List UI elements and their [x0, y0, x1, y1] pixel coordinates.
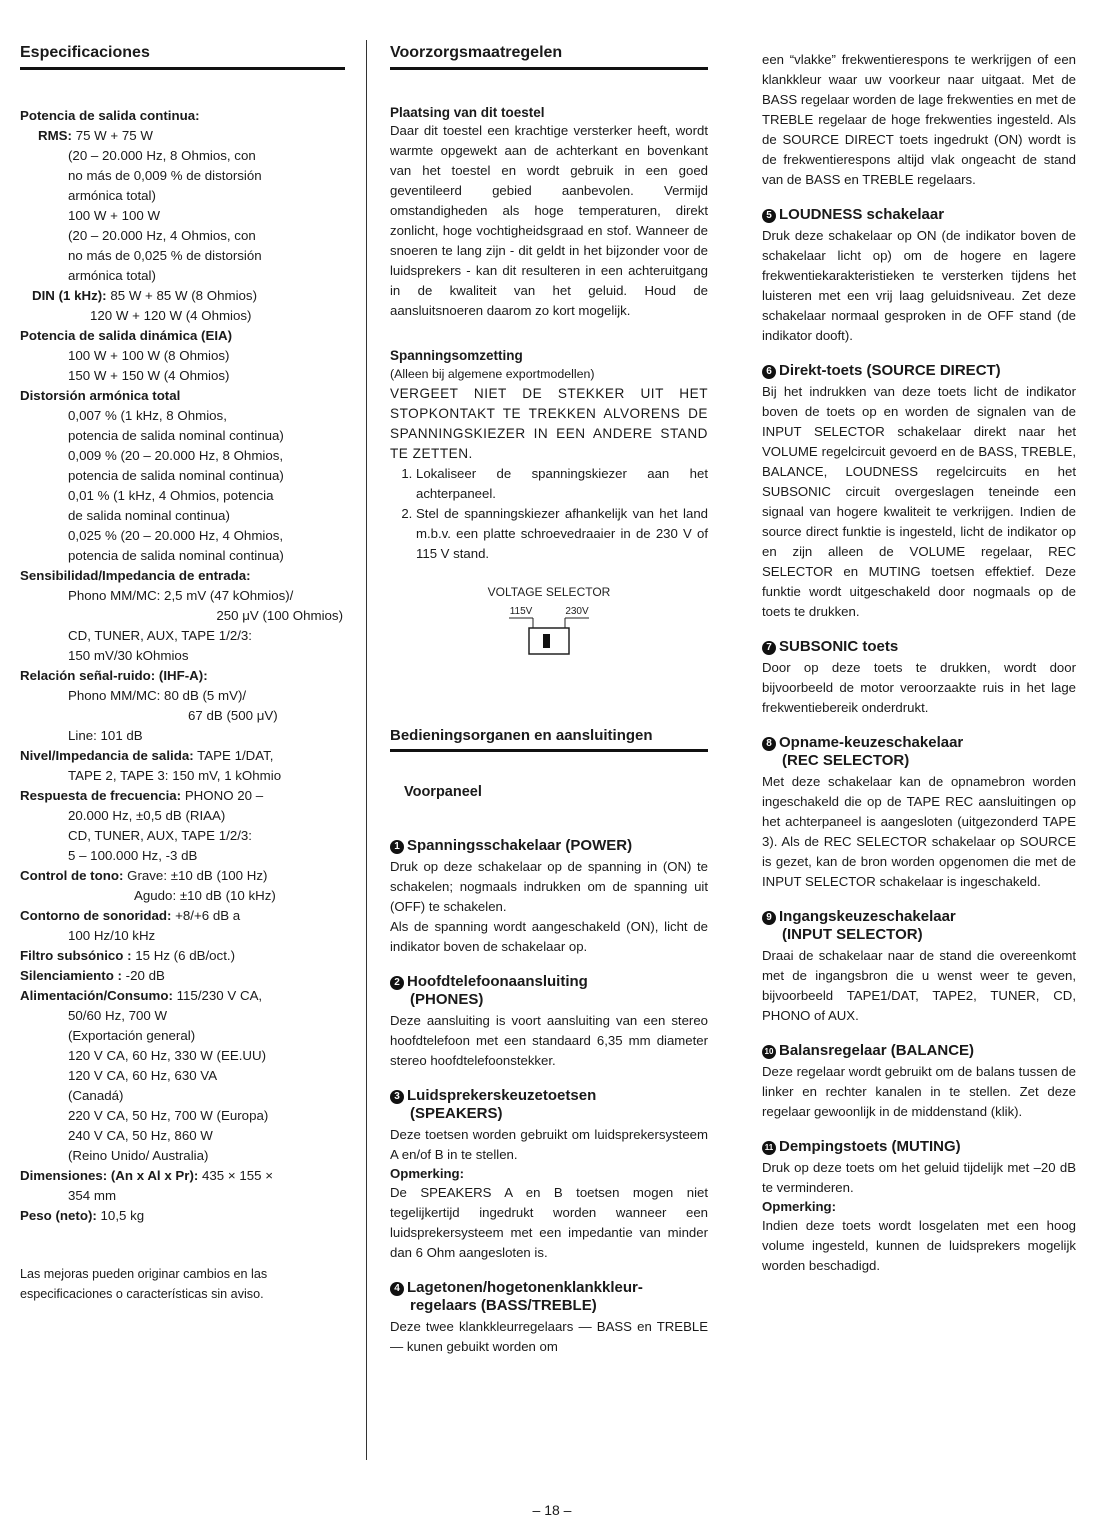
spec-label: Alimentación/Consumo:	[20, 988, 173, 1003]
spec-value: Agudo: ±10 dB (10 kHz)	[134, 888, 276, 903]
item-input-selector-text: Draai de schakelaar naar de stand die overeenkomt met de ingangsbron die u wenst weer te geven, bijvoorbeeld TAPE1/DAT, TAPE2, TUNER, CD, PHONO of AUX.	[762, 948, 1076, 1023]
spec-label: Filtro subsónico :	[20, 948, 132, 963]
number-badge: 10	[762, 1045, 776, 1059]
item-muting-text: Druk op deze toets om het geluid tijdelijk met –20 dB te verminderen.	[762, 1160, 1076, 1195]
spec-value: CD, TUNER, AUX, TAPE 1/2/3:	[68, 628, 253, 643]
spec-label: DIN (1 kHz):	[32, 288, 107, 303]
voltage-step: 1. Lokaliseer de spanningskiezer aan het achterpaneel.	[416, 464, 708, 504]
page-number: – 18 –	[532, 1502, 572, 1518]
spec-label: Nivel/Impedancia de salida:	[20, 748, 194, 763]
spec-label: Dimensiones: (An x Al x Pr):	[20, 1168, 199, 1183]
spec-value: Grave: ±10 dB (100 Hz)	[127, 868, 268, 883]
spec-label: Control de tono:	[20, 868, 124, 883]
number-badge: 5	[762, 209, 776, 223]
disclaimer-note: Las mejoras pueden originar cambios en las especificaciones o características sin aviso.	[20, 1267, 268, 1301]
spec-label: Contorno de sonoridad:	[20, 908, 172, 923]
spec-value: 10,5 kg	[100, 1208, 145, 1223]
item-balance-text: Deze regelaar wordt gebruikt om de balans tussen de linker en rechter kanalen in te stellen. Zet deze regelaar gewoonlijk in de middenstand (klik).	[762, 1064, 1076, 1119]
number-badge: 9	[762, 911, 776, 925]
voltage-steps	[390, 464, 708, 564]
spec-value: PHONO 20 –	[184, 788, 264, 803]
number-badge: 1	[390, 840, 404, 854]
spec-value: TAPE 2, TAPE 3: 150 mV, 1 kOhmio	[68, 768, 282, 783]
voltage-subheading: (Alleen bij algemene exportmodellen)	[390, 367, 595, 381]
spec-value: 0,01 % (1 kHz, 4 Ohmios, potencia	[68, 488, 274, 503]
spec-label: Silenciamiento :	[20, 968, 122, 983]
spec-value: 0,009 % (20 – 20.000 Hz, 8 Ohmios,	[68, 448, 284, 463]
spec-value: armónica total)	[68, 268, 156, 283]
spec-value: (20 – 20.000 Hz, 8 Ohmios, con	[68, 148, 256, 163]
column-divider	[366, 40, 367, 1460]
spec-value: 100 W + 100 W (8 Ohmios)	[68, 348, 230, 363]
spec-value: -20 dB	[125, 968, 165, 983]
spec-label: Sensibilidad/Impedancia de entrada:	[20, 568, 251, 583]
voltage-230-label: 230V	[565, 606, 589, 617]
spec-value: 120 V CA, 60 Hz, 630 VA	[68, 1068, 218, 1083]
specifications-title: Especificaciones	[20, 44, 345, 70]
spec-value: 15 Hz (6 dB/oct.)	[135, 948, 236, 963]
spec-value: 100 W + 100 W	[68, 208, 161, 223]
spec-label: Respuesta de frecuencia:	[20, 788, 182, 803]
spec-value: 150 mV/30 kOhmios	[68, 648, 189, 663]
spec-value: no más de 0,025 % de distorsión	[68, 248, 262, 263]
spec-value: no más de 0,009 % de distorsión	[68, 168, 262, 183]
item-rec-selector-text: Met deze schakelaar kan de opnamebron worden ingeschakeld die op de TAPE REC aansluitingen op het achterpaneel is aangesloten (uitgezonderd TAPE 3). Als de REC SELECTOR schakelaar op SOURCE is gezet, kan de bron worden opgenomen die met de INPUT SELECTOR schakelaar is ingeschakeld.	[762, 774, 1076, 889]
number-badge: 11	[762, 1141, 776, 1155]
spec-value: 67 dB (500 μV)	[188, 708, 278, 723]
number-badge: 2	[390, 976, 404, 990]
specifications-column	[20, 44, 345, 1304]
controls-column	[762, 50, 1076, 1276]
spec-label: Peso (neto):	[20, 1208, 97, 1223]
item-subsonic-heading: 7 SUBSONIC toets	[762, 638, 1076, 656]
spec-label: Distorsión armónica total	[20, 388, 181, 403]
voltage-step: 2. Stel de spanningskiezer afhankelijk van het land m.b.v. een platte schroevedraaier in de 230 V of 115 V stand.	[416, 504, 708, 564]
spec-value: 85 W + 85 W (8 Ohmios)	[110, 288, 258, 303]
voltage-selector-icon	[459, 584, 639, 664]
item-power-heading: 1 Spanningsschakelaar (POWER)	[390, 837, 708, 855]
voltage-heading: Spanningsomzetting	[390, 348, 523, 363]
spec-value: 0,025 % (20 – 20.000 Hz, 4 Ohmios,	[68, 528, 284, 543]
spec-label: RMS:	[38, 128, 72, 143]
voltage-115-label: 115V	[509, 606, 533, 617]
spec-value: 100 Hz/10 kHz	[68, 928, 156, 943]
item-source-direct-text: Bij het indrukken van deze toets licht de indikator boven de toets op en worden de signalen van de INPUT SELECTOR schakelaar direkt naar het VOLUME regelcircuit gevoerd en de BASS, TREBLE, BALANCE, LOUDNESS regelcircuits en het SUBSONIC circuit overgeslagen teneinde een signaal van hogere kwaliteit te verkrijgen. Indien de source direct funktie is ingesteld, licht de indikator op en zijn alleen de VOLUME regelaar, REC SELECTOR en MUTING toetsen effektief. Deze funktie wordt uitgeschakeld door nogmaals op de toets te drukken.	[762, 384, 1076, 619]
item-rec-selector-heading: 8 Opname-keuzeschakelaar (REC SELECTOR)	[762, 734, 1076, 770]
spec-value: CD, TUNER, AUX, TAPE 1/2/3:	[68, 828, 253, 843]
precautions-title: Voorzorgsmaatregelen	[390, 44, 708, 70]
item-tone-text: Deze twee klankkleurregelaars — BASS en TREBLE — kunen gebuikt worden om	[390, 1319, 708, 1354]
spec-value: 435 × 155 ×	[202, 1168, 273, 1183]
voltage-warning: VERGEET NIET DE STEKKER UIT HET STOPKONTAKT TE TREKKEN ALVORENS DE SPANNINGSKIEZER IN EEN ANDERE STAND TE ZETTEN.	[390, 386, 708, 461]
spec-value: 50/60 Hz, 700 W	[68, 1008, 168, 1023]
spec-value: 220 V CA, 50 Hz, 700 W (Europa)	[68, 1108, 269, 1123]
item-power-text-2: Als de spanning wordt aangeschakeld (ON), licht de indikator boven de schakelaar op.	[390, 919, 708, 954]
item-tone-text-continued: een “vlakke” frekwentierespons te werkrijgen of een klankkleur waar uw voorkeur naar uitgaat. Met de BASS regelaar worden de lage frekwenties en met de TREBLE regelaar de hoge frekwenties ingesteld. Als de SOURCE DIRECT toets ingedrukt (ON) wordt is de frekwentierespons altijd vlak ongeacht de stand van de BASS en TREBLE regelaars.	[762, 52, 1076, 187]
item-speakers-note: De SPEAKERS A en B toetsen mogen niet tegelijkertijd ingedrukt worden wanneer een luidsprekersysteem met een impedantie van minder dan 6 Ohm aangesloten is.	[390, 1185, 708, 1260]
spec-label: Potencia de salida continua:	[20, 108, 200, 123]
item-loudness-heading: 5 LOUDNESS schakelaar	[762, 206, 1076, 224]
spec-value: 5 – 100.000 Hz, -3 dB	[68, 848, 198, 863]
placement-text: Daar dit toestel een krachtige versterker heeft, wordt warmte opgewekt aan de achterkant en bovenkant van het toestel en wordt gebruik in een goed geventileerd gebied aanbevolen. Vermijd omstandigheden als hoge temperaturen, direkt zonlicht, hoge vochtigheidsgraad en stof. Wanneer de snoeren te lang zijn - dit geldt in het bijzonder voor de luidsprekers - kan dit resulteren in een achteruitgang in de kwaliteit van het geluid. Houd de aansluitsnoeren daarom zo kort mogelijk.	[390, 123, 708, 318]
spec-value: potencia de salida nominal continua)	[68, 468, 284, 483]
item-power-text: Druk op deze schakelaar op de spanning in (ON) te schakelen; nogmaals indrukken om de spanning uit (OFF) te schakelen.	[390, 859, 708, 914]
spec-value: 354 mm	[68, 1188, 117, 1203]
precautions-column	[390, 44, 708, 1357]
number-badge: 7	[762, 641, 776, 655]
item-phones-text: Deze aansluiting is voort aansluiting van een stereo hoofdtelefoon met een standaard 6,35 mm diameter stereo hoofdtelefoonstekker.	[390, 1013, 708, 1068]
note-label: Opmerking:	[390, 1166, 465, 1181]
voltage-selector-label: VOLTAGE SELECTOR	[487, 585, 611, 599]
spec-value: 250 μV (100 Ohmios)	[216, 608, 343, 623]
number-badge: 4	[390, 1282, 404, 1296]
spec-value: Phono MM/MC: 2,5 mV (47 kOhmios)/	[68, 588, 294, 603]
item-tone-heading: 4 Lagetonen/hogetonenklankkleur- regelaars (BASS/TREBLE)	[390, 1279, 708, 1315]
controls-title: Bedieningsorganen en aansluitingen	[390, 727, 708, 752]
item-input-selector-heading: 9 Ingangskeuzeschakelaar (INPUT SELECTOR)	[762, 908, 1076, 944]
spec-value: Line: 101 dB	[68, 728, 143, 743]
item-phones-heading: 2 Hoofdtelefoonaansluiting (PHONES)	[390, 973, 708, 1009]
spec-value: 115/230 V CA,	[176, 988, 263, 1003]
spec-value: 120 W + 120 W (4 Ohmios)	[90, 308, 252, 323]
note-label: Opmerking:	[762, 1199, 837, 1214]
item-loudness-text: Druk deze schakelaar op ON (de indikator boven de schakelaar licht op) om de hogere en lagere frekwentiekarakteristieken te versterken tijdens het luisteren met een vrij laag geluidsniveau. Zet deze schakelaar normaal gesproken in de OFF stand (de indikator dooft).	[762, 228, 1076, 343]
item-balance-heading: 10 Balansregelaar (BALANCE)	[762, 1042, 1076, 1060]
front-panel-heading: Voorpaneel	[404, 784, 482, 800]
spec-value: 75 W + 75 W	[75, 128, 153, 143]
number-badge: 3	[390, 1090, 404, 1104]
spec-label: Relación señal-ruido: (IHF-A):	[20, 668, 208, 683]
spec-value: 20.000 Hz, ±0,5 dB (RIAA)	[68, 808, 226, 823]
spec-value: (Canadá)	[68, 1088, 124, 1103]
spec-value: Phono MM/MC: 80 dB (5 mV)/	[68, 688, 247, 703]
item-source-direct-heading: 6 Direkt-toets (SOURCE DIRECT)	[762, 362, 1076, 380]
item-speakers-heading: 3 Luidsprekerskeuzetoetsen (SPEAKERS)	[390, 1087, 708, 1123]
spec-value: potencia de salida nominal continua)	[68, 428, 284, 443]
number-badge: 8	[762, 737, 776, 751]
spec-value: (20 – 20.000 Hz, 4 Ohmios, con	[68, 228, 256, 243]
spec-value: TAPE 1/DAT,	[197, 748, 274, 763]
spec-value: 240 V CA, 50 Hz, 860 W	[68, 1128, 213, 1143]
spec-value: potencia de salida nominal continua)	[68, 548, 284, 563]
item-muting-note: Indien deze toets wordt losgelaten met een hoog volume ingesteld, kunnen de luidsprekers mogelijk worden beschadigd.	[762, 1218, 1076, 1273]
spec-value: (Reino Unido/ Australia)	[68, 1148, 209, 1163]
placement-heading: Plaatsing van dit toestel	[390, 105, 545, 120]
voltage-selector-diagram	[390, 584, 708, 669]
spec-value: +8/+6 dB a	[175, 908, 241, 923]
spec-value: armónica total)	[68, 188, 156, 203]
spec-value: 150 W + 150 W (4 Ohmios)	[68, 368, 230, 383]
spec-value: 0,007 % (1 kHz, 8 Ohmios,	[68, 408, 227, 423]
spec-label: Potencia de salida dinámica (EIA)	[20, 328, 233, 343]
spec-value: 120 V CA, 60 Hz, 330 W (EE.UU)	[68, 1048, 267, 1063]
item-speakers-text: Deze toetsen worden gebruikt om luidsprekersysteem A en/of B in te stellen.	[390, 1127, 708, 1162]
item-muting-heading: 11 Dempingstoets (MUTING)	[762, 1138, 1076, 1156]
item-subsonic-text: Door op deze toets te drukken, wordt door bijvoorbeeld de motor veroorzaakte ruis in het lage frekwentiebereik onderdrukt.	[762, 660, 1076, 715]
spec-value: de salida nominal continua)	[68, 508, 230, 523]
spec-value: (Exportación general)	[68, 1028, 196, 1043]
number-badge: 6	[762, 365, 776, 379]
